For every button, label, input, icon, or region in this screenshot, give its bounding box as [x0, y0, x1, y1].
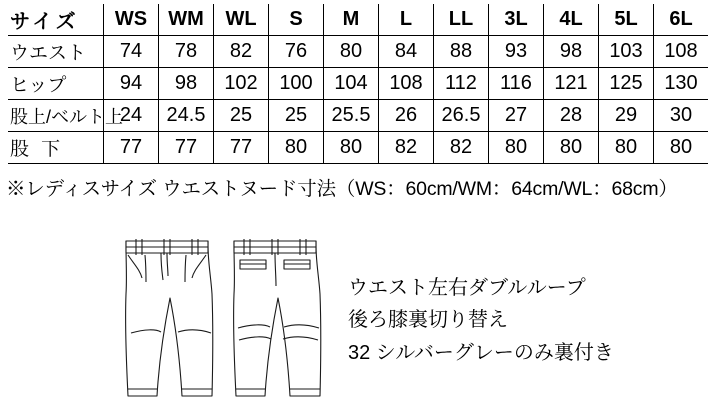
cell: 74	[104, 36, 159, 68]
cell: 108	[654, 36, 709, 68]
table-row	[8, 100, 708, 132]
cell: 100	[269, 68, 324, 100]
table-header-cell-4l: 4L	[544, 4, 599, 36]
table-header-cell-6l: 6L	[654, 4, 709, 36]
cell: 82	[434, 132, 489, 164]
row-label-hip: ヒップ	[8, 68, 104, 100]
table-header-cell-s: S	[269, 4, 324, 36]
table-header-cell-wm: WM	[159, 4, 214, 36]
table-row	[8, 132, 708, 164]
cell: 28	[544, 100, 599, 132]
lower-section	[0, 232, 720, 404]
cell: 125	[599, 68, 654, 100]
feature-list	[348, 272, 614, 369]
cell: 24.5	[159, 100, 214, 132]
cell: 77	[104, 132, 159, 164]
pants-illustrations	[112, 236, 332, 409]
cell: 77	[159, 132, 214, 164]
cell: 80	[324, 36, 379, 68]
table-header-cell-size: サイズ	[8, 4, 104, 36]
pants-front-back-drawing	[112, 236, 332, 404]
cell: 98	[159, 68, 214, 100]
table-header-cell-5l: 5L	[599, 4, 654, 36]
table-header-cell-ll: LL	[434, 4, 489, 36]
table-header-row	[8, 4, 708, 36]
cell: 25.5	[324, 100, 379, 132]
cell: 25	[269, 100, 324, 132]
table-row	[8, 36, 708, 68]
table-header-cell-ws: WS	[104, 4, 159, 36]
cell: 103	[599, 36, 654, 68]
feature-item: 32 シルバーグレーのみ裏付き	[348, 341, 614, 364]
table-header-cell-l: L	[379, 4, 434, 36]
table-header-cell-3l: 3L	[489, 4, 544, 36]
feature-item: ウエスト左右ダブルループ	[348, 277, 586, 299]
cell: 24	[104, 100, 159, 132]
cell: 80	[269, 132, 324, 164]
cell: 102	[214, 68, 269, 100]
size-table	[8, 4, 708, 164]
cell: 78	[159, 36, 214, 68]
row-label-inseam: 股 下	[8, 132, 104, 164]
cell: 80	[489, 132, 544, 164]
cell: 80	[654, 132, 709, 164]
cell: 80	[544, 132, 599, 164]
cell: 84	[379, 36, 434, 68]
cell: 77	[214, 132, 269, 164]
nude-size-note: ※レディスサイズ ウエストヌード寸法（WS：60cm/WM：64cm/WL：68cm）	[6, 178, 678, 200]
feature-item: 後ろ膝裏切り替え	[348, 309, 508, 332]
cell: 26	[379, 100, 434, 132]
cell: 29	[599, 100, 654, 132]
cell: 130	[654, 68, 709, 100]
table-row	[8, 68, 708, 100]
cell: 80	[324, 132, 379, 164]
cell: 27	[489, 100, 544, 132]
row-label-rise: 股上/ベルト上	[8, 100, 104, 132]
cell: 108	[379, 68, 434, 100]
cell: 112	[434, 68, 489, 100]
cell: 121	[544, 68, 599, 100]
cell: 25	[214, 100, 269, 132]
cell: 76	[269, 36, 324, 68]
table-header-cell-m: M	[324, 4, 379, 36]
cell: 98	[544, 36, 599, 68]
cell: 93	[489, 36, 544, 68]
cell: 116	[489, 68, 544, 100]
cell: 94	[104, 68, 159, 100]
cell: 82	[214, 36, 269, 68]
cell: 30	[654, 100, 709, 132]
cell: 82	[379, 132, 434, 164]
cell: 88	[434, 36, 489, 68]
cell: 26.5	[434, 100, 489, 132]
cell: 80	[599, 132, 654, 164]
cell: 104	[324, 68, 379, 100]
table-header-cell-wl: WL	[214, 4, 269, 36]
row-label-waist: ウエスト	[8, 36, 104, 68]
